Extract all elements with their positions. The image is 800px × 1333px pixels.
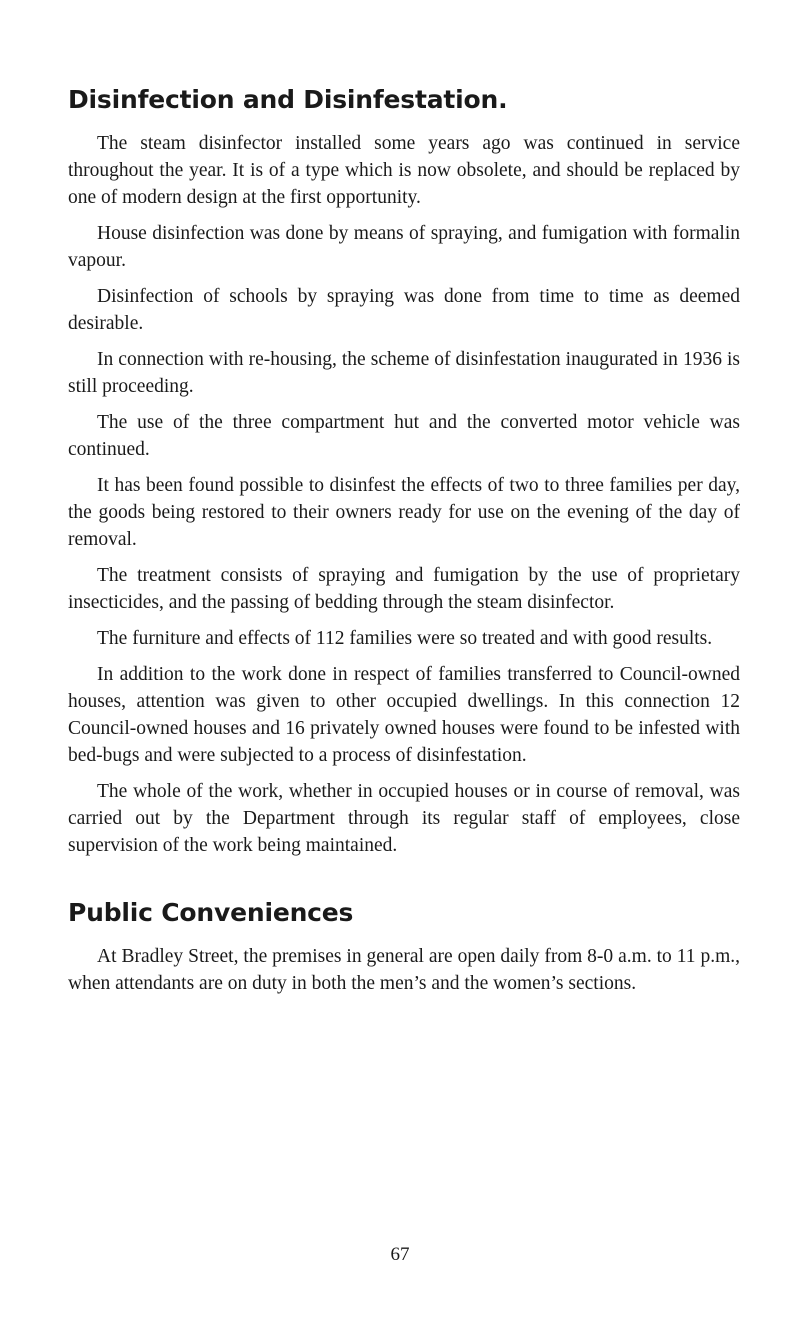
document-page <box>68 82 740 1006</box>
paragraph: In addition to the work done in respect of families transferred to Council-owned houses, attention was given to other occupied dwellings. In this connection 12 Council-owned houses and 16 privately owned houses were found to be infested with bed-bugs and were subjected to a process of disinfestation. <box>68 664 740 766</box>
paragraph: The whole of the work, whether in occupied houses or in course of removal, was carried out by the Department through its regular staff of employees, close supervision of the work being maintained. <box>68 781 740 856</box>
paragraph: Disinfection of schools by spraying was done from time to time as deemed desirable. <box>68 286 740 334</box>
paragraph: In connection with re-housing, the scheme of disinfestation inaugurated in 1936 is still proceeding. <box>68 349 740 397</box>
paragraph: The steam disinfector installed some years ago was continued in service throughout the year. It is of a type which is now obsolete, and should be replaced by one of modern design at the first opportunity. <box>68 133 740 208</box>
paragraph: It has been found possible to disinfest the effects of two to three families per day, the goods being restored to their owners ready for use on the evening of the day of removal. <box>68 475 740 550</box>
page-number: 67 <box>390 1244 410 1265</box>
paragraph: The use of the three compartment hut and the converted motor vehicle was continued. <box>68 412 740 460</box>
paragraph: At Bradley Street, the premises in general are open daily from 8-0 a.m. to 11 p.m., when attendants are on duty in both the men’s and the women’s sections. <box>68 946 740 994</box>
paragraph: House disinfection was done by means of spraying, and fumigation with formalin vapour. <box>68 223 740 271</box>
section-heading-disinfection: Disinfection and Disinfestation. <box>68 85 508 114</box>
paragraph: The furniture and effects of 112 families were so treated and with good results. <box>97 628 713 649</box>
paragraph: The treatment consists of spraying and fumigation by the use of proprietary insecticides, and the passing of bedding through the steam disinfector. <box>68 565 740 613</box>
section-heading-public-conveniences: Public Conveniences <box>68 898 354 927</box>
